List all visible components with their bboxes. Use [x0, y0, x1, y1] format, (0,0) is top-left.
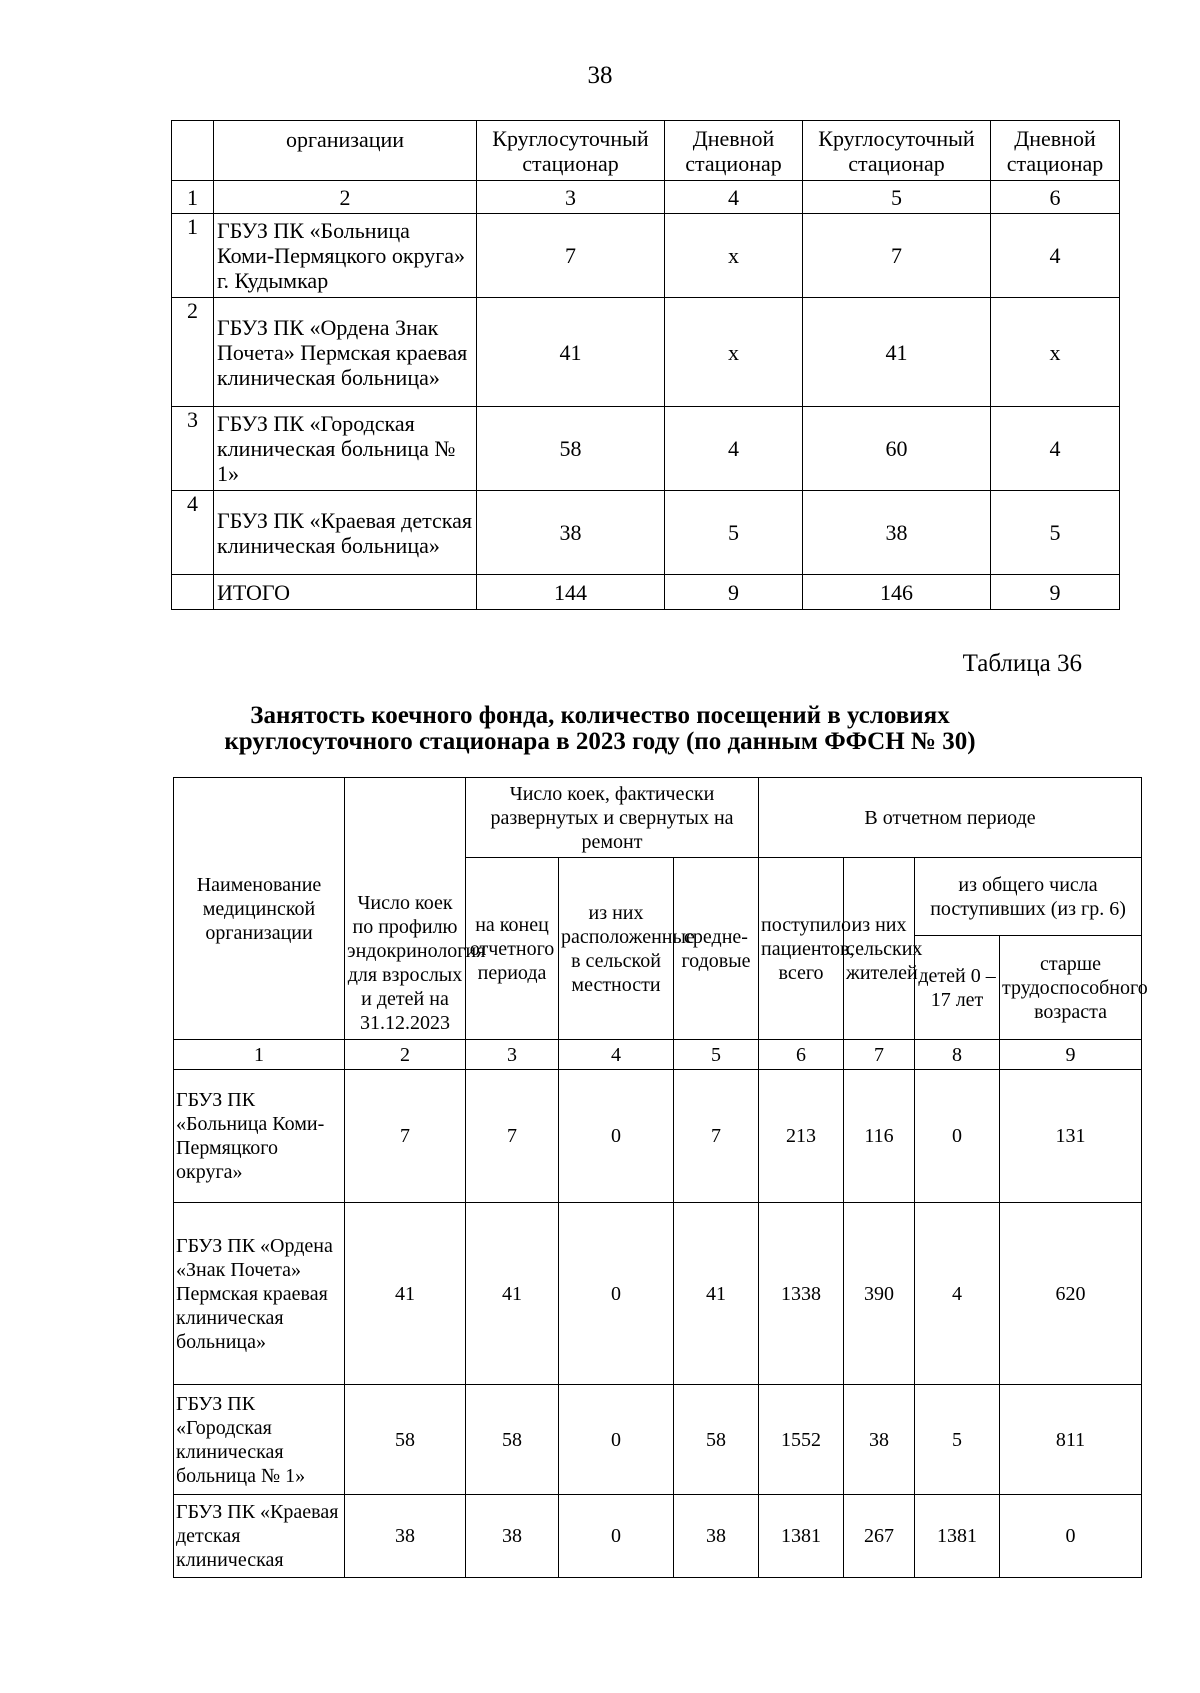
value-cell: 4	[991, 407, 1120, 491]
column-number-row	[174, 1040, 1142, 1070]
value-cell: 390	[844, 1203, 915, 1385]
header-cell: В отчетном периоде	[759, 778, 1142, 858]
table-row	[172, 298, 1120, 407]
row-number: 3	[172, 407, 214, 491]
value-cell: 0	[1000, 1495, 1142, 1578]
value-cell: 0	[559, 1203, 674, 1385]
header-cell: Наименование медицинской организации	[174, 778, 345, 1040]
value-cell: 7	[345, 1070, 466, 1203]
value-cell: 58	[477, 407, 665, 491]
table-title-line: Занятость коечного фонда, количество посещений в условиях	[250, 702, 950, 729]
value-cell: 58	[674, 1385, 759, 1495]
value-cell: 4	[915, 1203, 1000, 1385]
column-number: 3	[466, 1040, 559, 1070]
column-number: 6	[991, 181, 1120, 214]
organization-name: ГБУЗ ПК «Краевая детская клиническая больница»	[214, 491, 477, 575]
column-number: 3	[477, 181, 665, 214]
column-number: 8	[915, 1040, 1000, 1070]
value-cell: 0	[559, 1495, 674, 1578]
table-row	[174, 1203, 1142, 1385]
value-cell: 5	[915, 1385, 1000, 1495]
header-cell: из них расположенные в сельской местности	[559, 858, 674, 1040]
row-number: 1	[172, 214, 214, 298]
column-number: 5	[674, 1040, 759, 1070]
header-cell: старше трудоспособного возраста	[1000, 936, 1142, 1040]
value-cell: 0	[559, 1070, 674, 1203]
value-cell: 5	[991, 491, 1120, 575]
column-number: 2	[345, 1040, 466, 1070]
value-cell: 811	[1000, 1385, 1142, 1495]
column-number: 4	[559, 1040, 674, 1070]
table-title	[0, 703, 1200, 755]
value-cell: х	[665, 298, 803, 407]
header-cell: организации	[214, 121, 477, 181]
value-cell: 131	[1000, 1070, 1142, 1203]
value-cell: 144	[477, 575, 665, 610]
page-number: 38	[587, 62, 613, 89]
value-cell: 38	[466, 1495, 559, 1578]
bed-occupancy-table	[173, 777, 1148, 1578]
table-row	[172, 407, 1120, 491]
total-label: ИТОГО	[214, 575, 477, 610]
row-number: 2	[172, 298, 214, 407]
total-row	[172, 575, 1120, 610]
header-cell: средне-годовые	[674, 858, 759, 1040]
table-row	[174, 1385, 1142, 1495]
table-title-line: круглосуточного стационара в 2023 году (по данным ФФСН № 30)	[224, 728, 976, 755]
column-number: 1	[174, 1040, 345, 1070]
table-header-row	[174, 778, 1142, 858]
value-cell: 41	[466, 1203, 559, 1385]
header-cell: на конец отчетного периода	[466, 858, 559, 1040]
column-number: 6	[759, 1040, 844, 1070]
value-cell: 116	[844, 1070, 915, 1203]
value-cell: 38	[674, 1495, 759, 1578]
value-cell: 38	[844, 1385, 915, 1495]
value-cell: 58	[345, 1385, 466, 1495]
row-number: 4	[172, 491, 214, 575]
value-cell: 1338	[759, 1203, 844, 1385]
value-cell: 41	[477, 298, 665, 407]
header-cell: Число коек, фактически развернутых и свернутых на ремонт	[466, 778, 759, 858]
value-cell: 7	[803, 214, 991, 298]
header-cell: Число коек по профилю эндокринология для взрослых и детей на 31.12.2023	[345, 778, 466, 1040]
beds-table-continued	[171, 120, 1120, 610]
table-row	[174, 1495, 1142, 1578]
value-cell	[172, 575, 214, 610]
column-number: 9	[1000, 1040, 1142, 1070]
organization-name: ГБУЗ ПК «Больница Коми-Пермяцкого округа» г. Кудымкар	[214, 214, 477, 298]
value-cell: 0	[559, 1385, 674, 1495]
value-cell: 5	[665, 491, 803, 575]
value-cell: 213	[759, 1070, 844, 1203]
value-cell: 7	[674, 1070, 759, 1203]
organization-name: ГБУЗ ПК «Краевая детская клиническая	[174, 1495, 345, 1578]
header-cell: из них сельских жителей	[844, 858, 915, 1040]
value-cell: 4	[991, 214, 1120, 298]
column-number: 1	[172, 181, 214, 214]
header-cell: из общего числа поступивших (из гр. 6)	[915, 858, 1142, 936]
organization-name: ГБУЗ ПК «Ордена Знак Почета» Пермская краевая клиническая больница»	[214, 298, 477, 407]
value-cell: 620	[1000, 1203, 1142, 1385]
header-cell: Дневной стационар	[991, 121, 1120, 181]
header-cell: Круглосуточный стационар	[803, 121, 991, 181]
value-cell: 1381	[759, 1495, 844, 1578]
value-cell: 7	[477, 214, 665, 298]
value-cell: 0	[915, 1070, 1000, 1203]
table-row	[172, 214, 1120, 298]
column-number-row	[172, 181, 1120, 214]
column-number: 7	[844, 1040, 915, 1070]
column-number: 2	[214, 181, 477, 214]
value-cell: 38	[477, 491, 665, 575]
value-cell: 58	[466, 1385, 559, 1495]
organization-name: ГБУЗ ПК «Больница Коми-Пермяцкого округа»	[174, 1070, 345, 1203]
value-cell: 41	[803, 298, 991, 407]
value-cell: 1552	[759, 1385, 844, 1495]
value-cell: 41	[674, 1203, 759, 1385]
column-number: 4	[665, 181, 803, 214]
table-number: Таблица 36	[962, 650, 1082, 677]
column-number: 5	[803, 181, 991, 214]
value-cell: 1381	[915, 1495, 1000, 1578]
value-cell: 7	[466, 1070, 559, 1203]
header-cell: поступило пациентов, всего	[759, 858, 844, 1040]
table-row	[172, 491, 1120, 575]
value-cell: 38	[345, 1495, 466, 1578]
value-cell: 4	[665, 407, 803, 491]
table-row	[174, 1070, 1142, 1203]
organization-name: ГБУЗ ПК «Городская клиническая больница № 1»	[214, 407, 477, 491]
value-cell: 146	[803, 575, 991, 610]
header-cell: Круглосуточный стационар	[477, 121, 665, 181]
header-cell: Дневной стационар	[665, 121, 803, 181]
value-cell: 38	[803, 491, 991, 575]
value-cell: 9	[665, 575, 803, 610]
value-cell: 60	[803, 407, 991, 491]
table-header-row	[172, 121, 1120, 181]
header-cell: детей 0 – 17 лет	[915, 936, 1000, 1040]
header-cell	[172, 121, 214, 181]
value-cell: х	[991, 298, 1120, 407]
value-cell: 9	[991, 575, 1120, 610]
value-cell: 267	[844, 1495, 915, 1578]
value-cell: 41	[345, 1203, 466, 1385]
organization-name: ГБУЗ ПК «Городская клиническая больница № 1»	[174, 1385, 345, 1495]
organization-name: ГБУЗ ПК «Ордена «Знак Почета» Пермская краевая клиническая больница»	[174, 1203, 345, 1385]
value-cell: х	[665, 214, 803, 298]
